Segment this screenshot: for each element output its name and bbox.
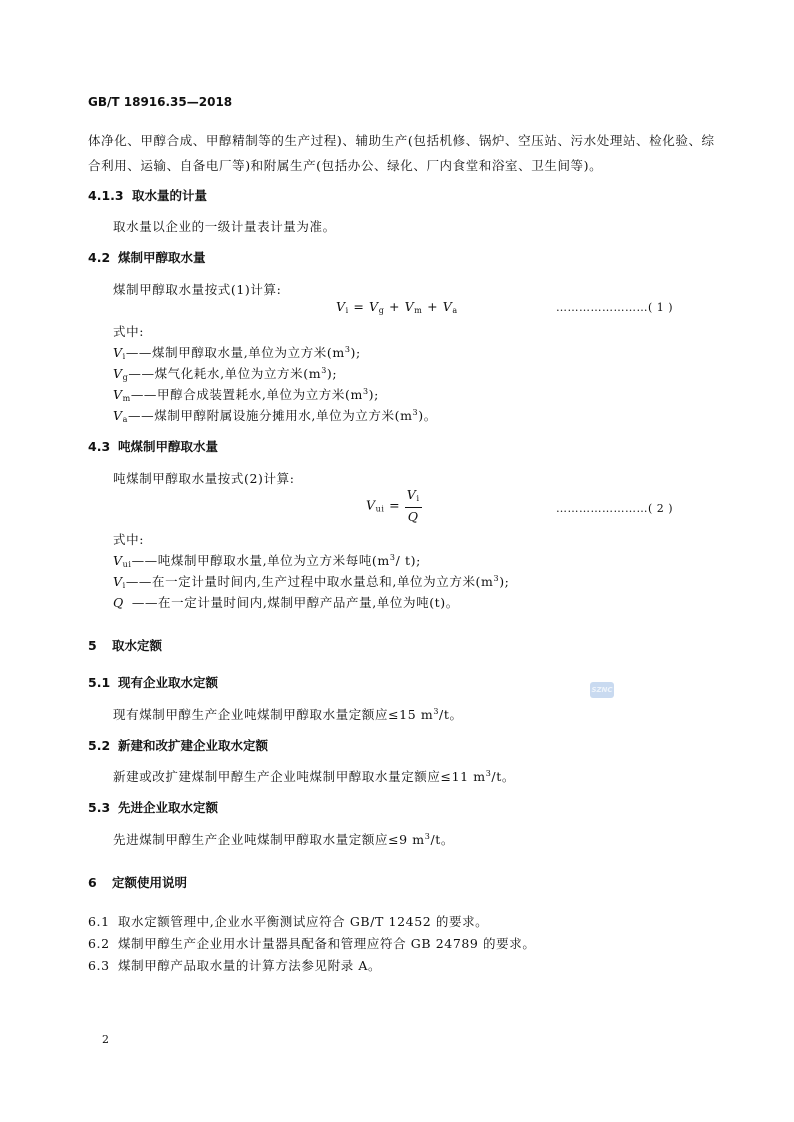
- intro-line-2: 合利用、运输、自备电厂等)和附属生产(包括办公、绿化、厂内食堂和浴室、卫生间等)。: [88, 158, 603, 173]
- equation-1-number: ……………………( 1 ): [556, 301, 674, 314]
- definition-row: $V_i——$在一定计量时间内,生产过程中取水量总和,单位为立方米$(m^3)$;: [113, 574, 510, 590]
- intro-line-1: 体净化、甲醇合成、甲醇精制等的生产过程)、辅助生产(包括机修、锅炉、空压站、污水处理站、检化验、综: [88, 133, 715, 148]
- definition-row: $V_i——$煤制甲醇取水量,单位为立方米$(m^3)$;: [113, 345, 361, 361]
- equation-2: $V_{ui}$ = $\frac{V_i}{Q}$: [366, 487, 420, 524]
- where-label-2: 式中:: [113, 532, 145, 547]
- section-number: 4.1.3: [88, 188, 124, 203]
- definition-row: $V_a——$煤制甲醇附属设施分摊用水,单位为立方米$(m^3)$。: [113, 408, 437, 424]
- section-4-3-intro: 吨煤制甲醇取水量按式(2)计算:: [113, 471, 295, 486]
- watermark-logo: SZNC: [590, 682, 614, 698]
- section-number: 5.3: [88, 800, 111, 815]
- definition-row: $V_m——$甲醇合成装置耗水,单位为立方米$(m^3)$;: [113, 387, 379, 403]
- definition-row: $V_g——$煤气化耗水,单位为立方米$(m^3)$;: [113, 366, 338, 382]
- section-6-heading: [88, 873, 187, 891]
- section-4-2-intro: 煤制甲醇取水量按式(1)计算:: [113, 282, 282, 297]
- definition-row: Q ——在一定计量时间内,煤制甲醇产品产量,单位为吨(t)。: [113, 595, 459, 610]
- section-title: 吨煤制甲醇取水量: [118, 439, 219, 454]
- equation-2-number: ……………………( 2 ): [556, 502, 674, 515]
- section-number: 5.2: [88, 738, 111, 753]
- where-label-1: 式中:: [113, 324, 145, 339]
- section-5-2-text: 新建或改扩建煤制甲醇生产企业吨煤制甲醇取水量定额应≤11 $m^3/t$。: [113, 769, 515, 784]
- page-number: 2: [102, 1033, 109, 1046]
- section-number: 4.3: [88, 439, 111, 454]
- section-4-2-heading: [88, 248, 206, 266]
- section-5-2-heading: [88, 736, 268, 754]
- section-5-1-heading: [88, 673, 218, 691]
- equation-1: $V_i = V_g + V_m + V_a$: [336, 299, 458, 315]
- section-title: 新建和改扩建企业取水定额: [118, 738, 269, 753]
- section-5-heading: [88, 636, 162, 654]
- section-title: 煤制甲醇取水量: [118, 250, 206, 265]
- section-5-3-text: 先进煤制甲醇生产企业吨煤制甲醇取水量定额应≤9 $m^3/t$。: [113, 832, 455, 847]
- section-4-1-3-heading: [88, 186, 207, 204]
- standard-code-header: GB/T 18916.35—2018: [88, 95, 233, 109]
- section-4-1-3-text: 取水量以企业的一级计量表计量为准。: [113, 219, 336, 234]
- clause-6-2: 6.2 煤制甲醇生产企业用水计量器具配备和管理应符合 GB 24789 的要求。: [88, 936, 536, 951]
- section-number: 6: [88, 875, 97, 890]
- section-4-3-heading: [88, 437, 218, 455]
- section-title: 取水量的计量: [132, 188, 208, 203]
- section-title: 现有企业取水定额: [118, 675, 219, 690]
- clause-6-3: 6.3 煤制甲醇产品取水量的计算方法参见附录 A。: [88, 958, 382, 973]
- section-number: 4.2: [88, 250, 111, 265]
- section-title: 先进企业取水定额: [118, 800, 219, 815]
- section-number: 5.1: [88, 675, 111, 690]
- section-5-1-text: 现有煤制甲醇生产企业吨煤制甲醇取水量定额应≤15 $m^3/t$。: [113, 707, 463, 722]
- section-title: 定额使用说明: [112, 875, 188, 890]
- section-number: 5: [88, 638, 97, 653]
- section-title: 取水定额: [112, 638, 163, 653]
- fraction: $\frac{V_i}{Q}$: [406, 487, 420, 524]
- section-5-3-heading: [88, 798, 218, 816]
- clause-6-1: 6.1 取水定额管理中,企业水平衡测试应符合 GB/T 12452 的要求。: [88, 914, 489, 929]
- definition-row: $V_{ui}——$吨煤制甲醇取水量,单位为立方米每吨($m^3/$ t);: [113, 553, 421, 569]
